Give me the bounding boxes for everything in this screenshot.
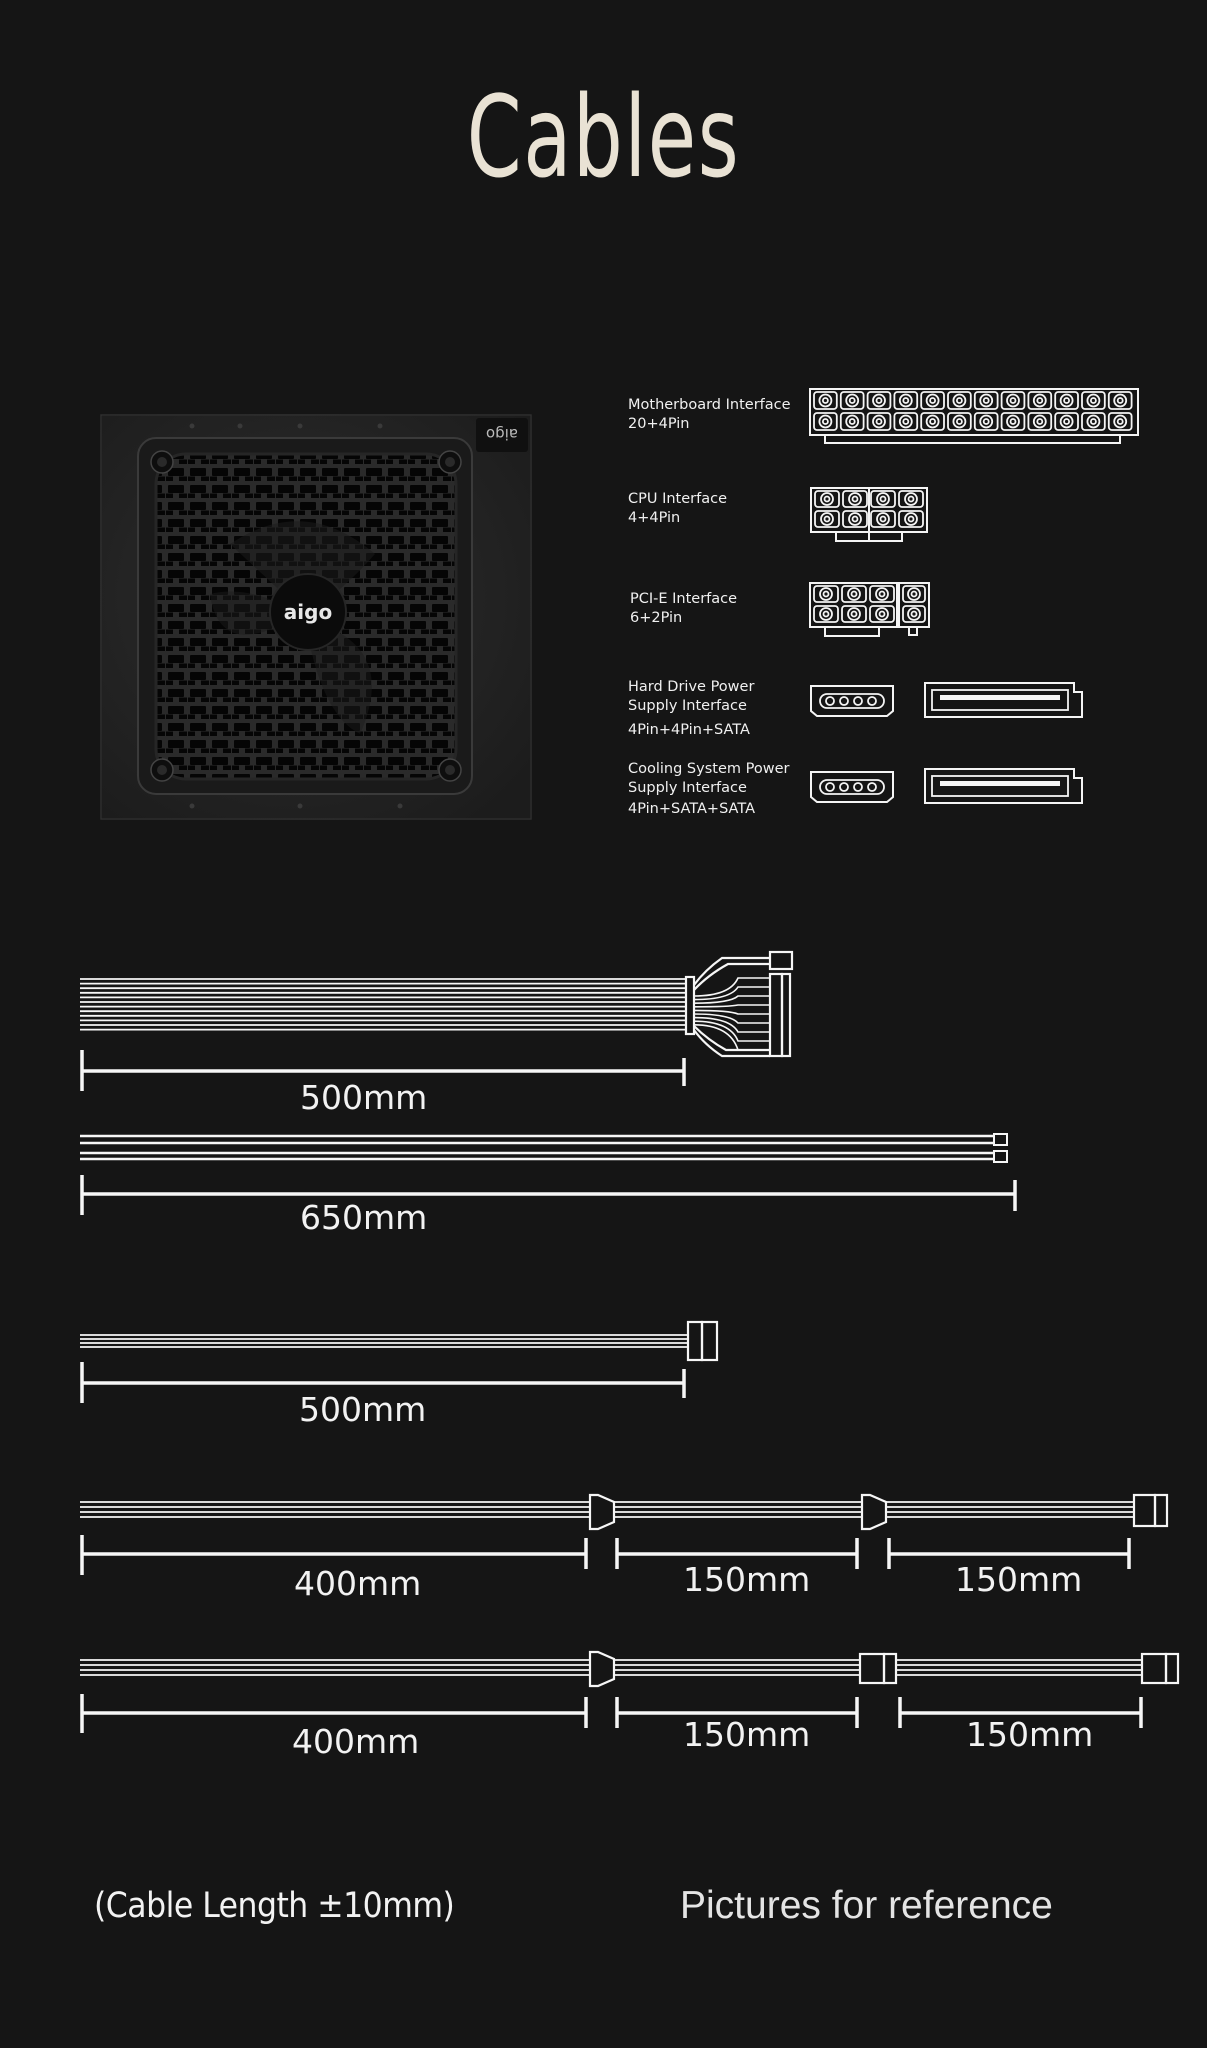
page-title: Cables bbox=[466, 73, 741, 203]
cable-length-tolerance-note: (Cable Length ±10mm) bbox=[94, 1886, 455, 1926]
cooling-cable-length-1: 400mm bbox=[292, 1722, 420, 1761]
hdd-cable-length-3: 150mm bbox=[955, 1560, 1083, 1599]
cooling-cable-length-3: 150mm bbox=[966, 1715, 1094, 1754]
reference-note: Pictures for reference bbox=[680, 1884, 1053, 1927]
cpu-cable-length: 650mm bbox=[300, 1198, 428, 1237]
motherboard-cable bbox=[80, 979, 688, 1030]
pcie-interface-label: PCI-E Interface 6+2Pin bbox=[630, 591, 738, 626]
cooling-cable-length-2: 150mm bbox=[683, 1715, 811, 1754]
cooling-interface-label: Cooling System Power Supply Interface 4Pin+SATA+SATA bbox=[628, 761, 790, 817]
cpu-interface-label: CPU Interface 4+4Pin bbox=[628, 491, 728, 526]
psu-corner-logo: aigo bbox=[485, 425, 519, 443]
fan-logo: aigo bbox=[283, 600, 333, 624]
hdd-cable-length-1: 400mm bbox=[294, 1564, 422, 1603]
hdd-interface-label: Hard Drive Power Supply Interface 4Pin+4Pin+SATA bbox=[628, 679, 755, 738]
pcie-cable-length: 500mm bbox=[299, 1390, 427, 1429]
hdd-cable-length-2: 150mm bbox=[683, 1560, 811, 1599]
motherboard-cable-length: 500mm bbox=[300, 1078, 428, 1117]
motherboard-interface-label: Motherboard Interface 20+4Pin bbox=[628, 397, 791, 432]
